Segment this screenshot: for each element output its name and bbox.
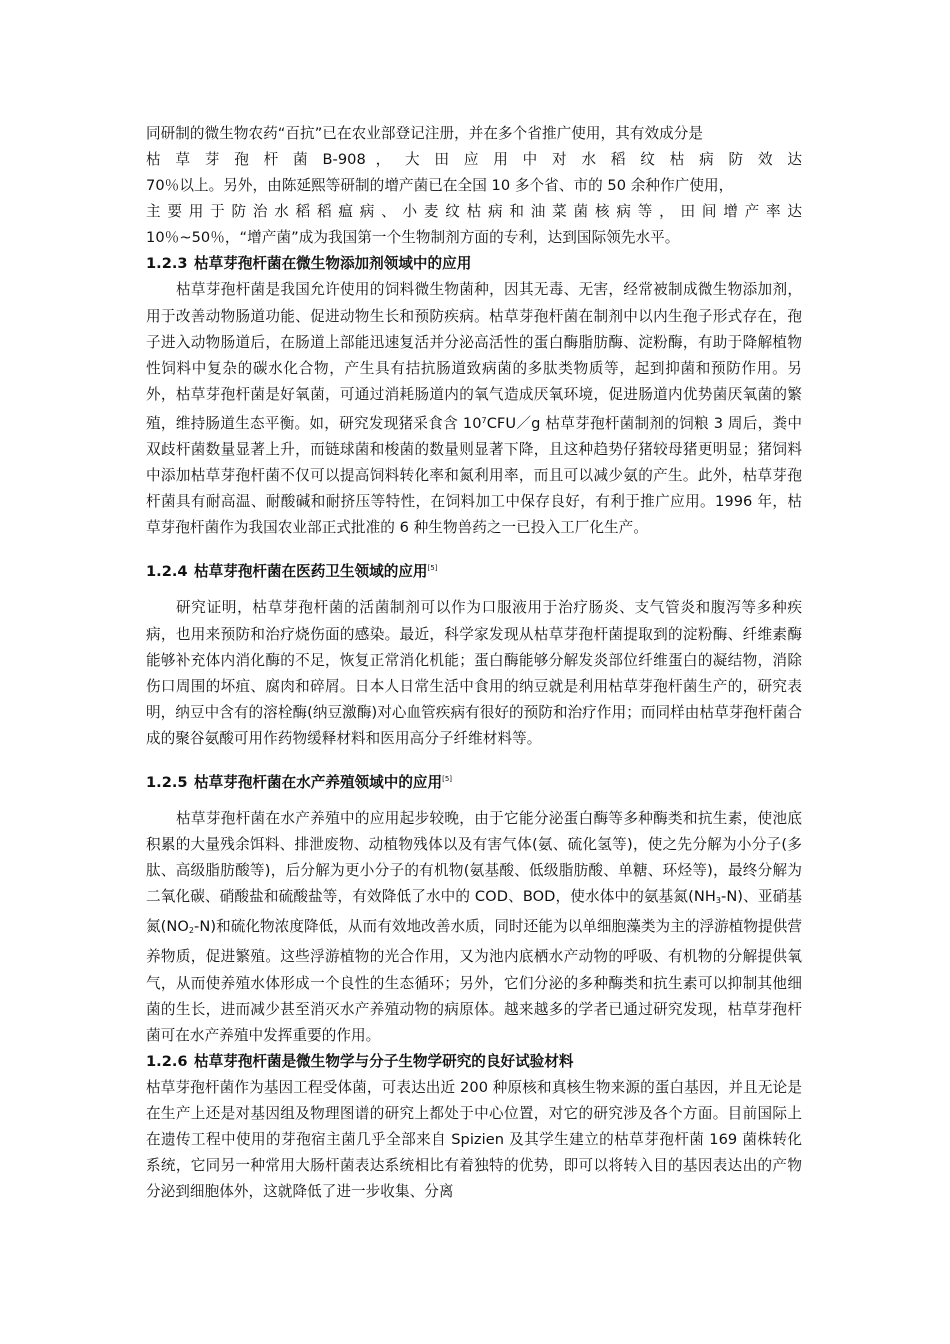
section-heading-1-2-4 [146,555,802,585]
section-1-2-3-paragraph: 枯草芽孢杆菌是我国允许使用的饲料微生物菌种，因其无毒、无害，经常被制成微生物添加剂，用于改善动物肠道功能、促进动物生长和预防疾病。枯草芽孢杆菌在制剂中以内生孢子形式存在，孢子进入动物肠道后，在肠道上部能迅速复活并分泌高活性的蛋白酶脂肪酶、淀粉酶，有助于降解植物性饲料中复杂的碳水化合物，产生具有拮抗肠道致病菌的多肽类物质等，起到抑菌和预防作用。另外，枯草芽孢杆菌是好氧菌，可通过消耗肠道内的氧气造成厌氧环境，促进肠道内优势菌厌氧菌的繁殖，维持肠道生态平衡。如，研究发现猪采食含 $10^7CFU/g$ 枯草芽孢杆菌制剂的饲粮 3 周后，粪中双歧杆菌数量显著上升，而链球菌和梭菌的数量则显著下降，且这种趋势仔猪较母猪更明显；猪饲料中添加枯草芽孢杆菌不仅可以提高饲料转化率和氮利用率，而且可以减少氨的产生。此外，枯草芽孢杆菌具有耐高温、耐酸碱和耐挤压等特性，在饲料加工中保存良好，有利于推广应用。1996 年，枯草芽孢杆菌作为我国农业部正式批准的 6 种生物兽药之一已投入工厂化生产。 [146,281,802,537]
section-title: 枯草芽孢杆菌在水产养殖领域中的应用 [194,773,443,791]
subscript: 2 [188,926,195,936]
intro-line-3: 70％以上。另外，由陈延熙等研制的增产菌已在全国 10 多个省、市的 50 余种作广使用， [146,177,734,195]
section-title: 枯草芽孢杆菌在微生物添加剂领域中的应用 [194,255,472,273]
section-heading-1-2-6 [146,1049,802,1075]
section-heading-1-2-3 [146,251,802,277]
section-heading-1-2-5 [146,766,802,796]
subscript: 3 [715,896,722,906]
section-1-2-5-paragraph: 枯草芽孢杆菌在水产养殖中的应用起步较晚，由于它能分泌蛋白酶等多种酶类和抗生素，使池底积累的大量残余饵料、排泄废物、动植物残体以及有害气体(氨、硫化氢等)，使之先分解为小分子(多肽、高级脂肪酸等)，后分解为更小分子的有机物(氨基酸、低级脂肪酸、单糖、环烃等)，最终分解为二氧化碳、硝酸盐和硫酸盐等，有效降低了水中的 COD、BOD，使水体中的氨基氮$(NH_3-N)$、亚硝基氮$(NO_2-N)$和硫化物浓度降低，从而有效地改善水质，同时还能为以单细胞藻类为主的浮游植物提供营养物质，促进繁殖。这些浮游植物的光合作用，又为池内底栖水产动物的呼吸、有机物的分解提供氧气，从而使养殖水体形成一个良性的生态循环；另外，它们分泌的多种酶类和抗生素可以抑制其他细菌的生长，进而减少甚至消灭水产养殖动物的病原体。越来越多的学者已通过研究发现，枯草芽孢杆菌可在水产养殖中发挥重要的作用。 [146,809,802,1044]
section-1-2-4-paragraph: 研究证明，枯草芽孢杆菌的活菌制剂可以作为口服液用于治疗肠炎、支气管炎和腹泻等多种疾病，也用来预防和治疗烧伤面的感染。最近，科学家发现从枯草芽孢杆菌提取到的淀粉酶、纤维素酶能够补充体内消化酶的不足，恢复正常消化机能；蛋白酶能够分解发炎部位纤维蛋白的凝结物，消除伤口周围的坏疽、腐肉和碎屑。日本人日常生活中食用的纳豆就是利用枯草芽孢杆菌生产的，研究表明，纳豆中含有的溶栓酶(纳豆激酶)对心血管疾病有很好的预防和治疗作用；而同样由枯草芽孢杆菌合成的聚谷氨酸可用作药物缓释材料和医用高分子纤维材料等。 [146,599,802,747]
intro-paragraph [146,121,802,251]
intro-line-5: 10％~50％，“增产菌”成为我国第一个生物制剂方面的专利，达到国际领先水平。 [146,229,680,247]
section-number: 1.2.3 [146,255,188,273]
section-number: 1.2.5 [146,773,188,791]
section-title: 枯草芽孢杆菌是微生物学与分子生物学研究的良好试验材料 [194,1052,574,1070]
citation-ref: [5] [442,774,453,783]
intro-line-4: 主 要 用 于 防 治 水 稻 稻 瘟 病 、 小 麦 纹 枯 病 和 油 菜 菌 核 病 等 ， 田 间 增 产 率 达 [146,203,802,221]
section-number: 1.2.4 [146,563,188,581]
section-number: 1.2.6 [146,1052,188,1070]
section-title: 枯草芽孢杆菌在医药卫生领域的应用 [194,563,428,581]
superscript-exponent: 7 [481,415,487,425]
section-1-2-6-paragraph: 枯草芽孢杆菌作为基因工程受体菌，可表达出近 200 种原核和真核生物来源的蛋白基因，并且无论是在生产上还是对基因组及物理图谱的研究上都处于中心位置，对它的研究涉及各个方面。目前国际上在遗传工程中使用的芽孢宿主菌几乎全部来自 Spizien 及其学生建立的枯草芽孢杆菌 169 菌株转化系统，它同另一种常用大肠杆菌表达系统相比有着独特的优势，即可以将转入目的基因表达出的产物分泌到细胞体外，这就降低了进一步收集、分离 [146,1078,802,1201]
intro-line-2: 枯 草 芽 孢 杆 菌 B-908 ， 大 田 应 用 中 对 水 稻 纹 枯 病 防 效 达 [146,151,802,169]
intro-line-1: 同研制的微生物农药“百抗”已在农业部登记注册，并在多个省推广使用，其有效成分是 [146,125,704,142]
document-page [146,121,802,1205]
citation-ref: [5] [427,564,438,573]
